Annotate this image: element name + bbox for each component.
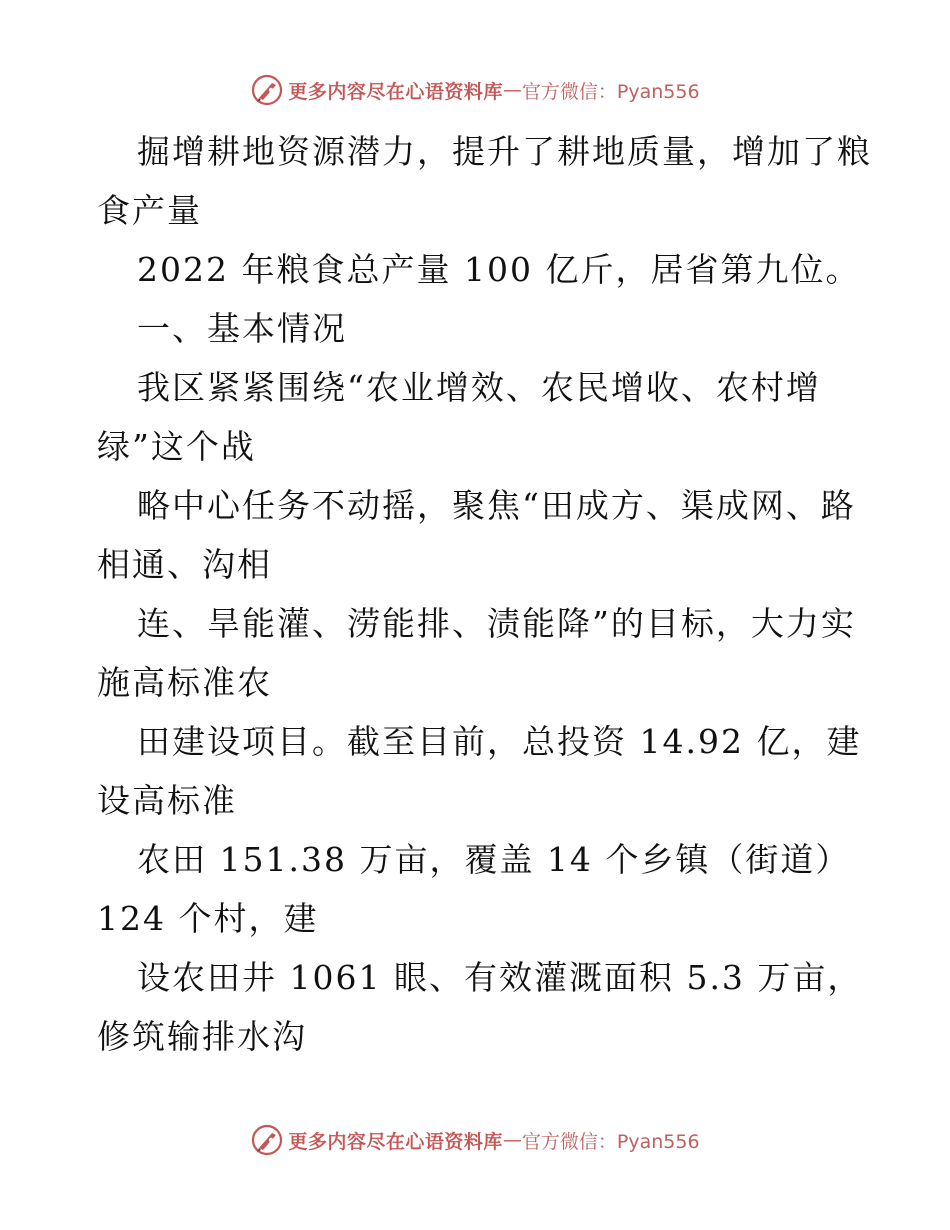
- header-watermark-banner: [0, 70, 950, 110]
- body-line: 修筑输排水沟: [97, 1017, 307, 1056]
- banner-site-text: 更多内容尽在心语资料库: [288, 80, 503, 103]
- body-line: 相通、沟相: [97, 545, 272, 584]
- banner-site-text: 更多内容尽在心语资料库: [288, 1130, 503, 1153]
- banner-wechat-text: 官方微信：Pyan556: [521, 80, 700, 103]
- body-line: 设高标准: [97, 781, 237, 820]
- banner-wechat-text: 官方微信：Pyan556: [521, 1130, 700, 1153]
- body-line: 农田 151.38 万亩，覆盖 14 个乡镇（街道）: [137, 840, 851, 879]
- body-line: 食产量: [97, 191, 202, 230]
- body-line: 2022 年粮食总产量 100 亿斤，居省第九位。: [137, 250, 861, 289]
- quill-pen-logo-icon: [250, 73, 284, 107]
- document-body: [97, 122, 872, 1066]
- footer-watermark-banner: [0, 1120, 950, 1160]
- body-line: 掘增耕地资源潜力，提升了耕地质量，增加了粮: [137, 132, 872, 171]
- body-line: 连、旱能灌、涝能排、渍能降”的目标，大力实: [137, 604, 856, 643]
- body-line: 田建设项目。截至目前，总投资 14.92 亿，建: [137, 722, 862, 761]
- body-line: 124 个村，建: [97, 899, 319, 938]
- body-line: 施高标准农: [97, 663, 272, 702]
- body-line: 略中心任务不动摇，聚焦“田成方、渠成网、路: [137, 486, 856, 525]
- body-line: 设农田井 1061 眼、有效灌溉面积 5.3 万亩，: [137, 958, 863, 997]
- body-line: 我区紧紧围绕“农业增效、农民增收、农村增: [137, 368, 821, 407]
- section-heading: 一、基本情况: [137, 309, 347, 348]
- quill-pen-logo-icon: [250, 1123, 284, 1157]
- banner-dash: —: [502, 1129, 522, 1151]
- banner-dash: —: [502, 79, 522, 101]
- body-line: 绿”这个战: [97, 427, 256, 466]
